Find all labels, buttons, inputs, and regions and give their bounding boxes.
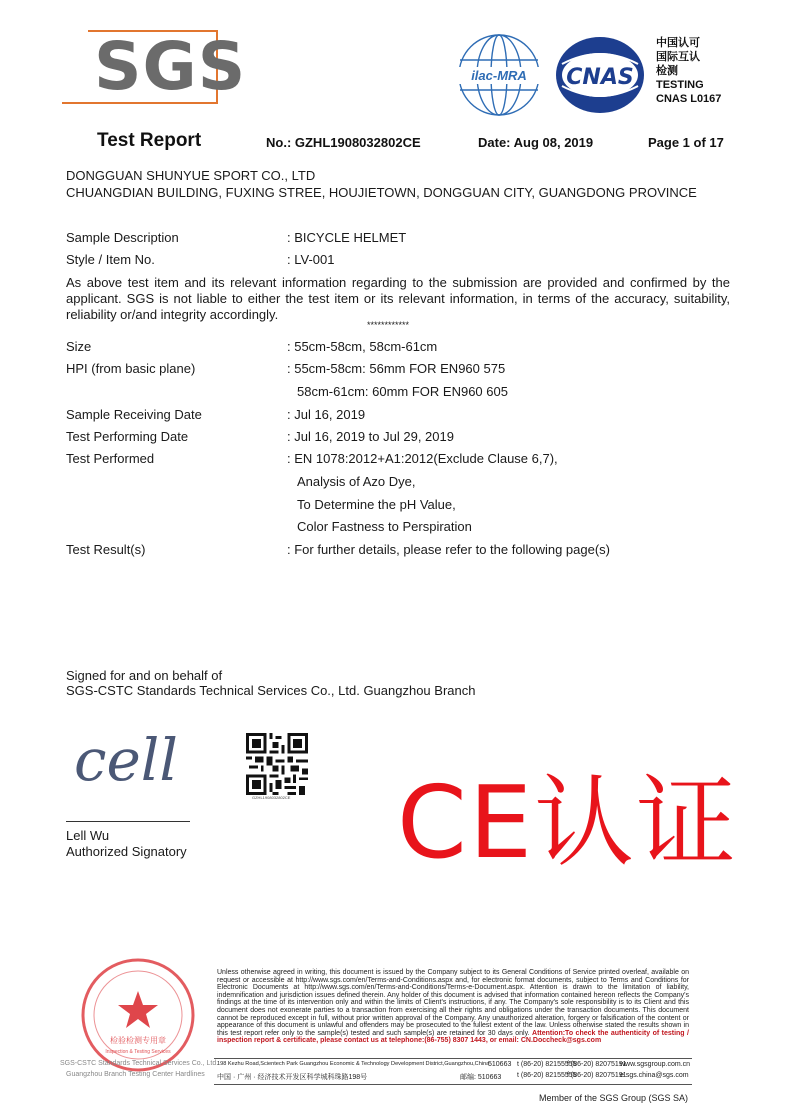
stamp-star-icon: [118, 991, 158, 1028]
signature-strokes: cell: [74, 726, 178, 792]
qr-code: [246, 733, 308, 795]
test-performed-label: Test Performed: [66, 451, 155, 466]
test-result-label: Test Result(s): [66, 542, 146, 557]
cnas-cn-line-3: 检测: [656, 65, 678, 77]
disclaimer-paragraph: As above test item and its relevant information regarding to the submission are provided and confirmed by the applicant. SGS is not liable to either the test item or its relevant information, in terms of the accuracy, suitability, reliability or/and integrity accordingly.: [66, 275, 730, 322]
size-value: : 55cm-58cm, 58cm-61cm: [287, 339, 438, 354]
report-date: Date: Aug 08, 2019: [478, 135, 594, 150]
sample-description-value: : BICYCLE HELMET: [287, 230, 407, 245]
signatory-title: Authorized Signatory: [66, 844, 187, 859]
test-result-value: : For further details, please refer to the following page(s): [287, 542, 610, 557]
cnas-en-line-1: TESTING: [656, 79, 704, 91]
test-performed-value-3: To Determine the pH Value,: [297, 497, 456, 512]
stamp-text-cn: 检验检测专用章: [110, 1036, 166, 1045]
footer-postcode-cn: 邮编: 510663: [460, 1074, 502, 1081]
style-item-value: : LV-001: [287, 252, 335, 267]
receiving-date-label: Sample Receiving Date: [66, 407, 202, 422]
footer-web-en: www.sgsgroup.com.cn: [620, 1061, 691, 1068]
receiving-date-value: : Jul 16, 2019: [287, 407, 366, 422]
stamp-caption-1: SGS-CSTC Standards Technical Services Co., Ltd.: [60, 1060, 219, 1067]
cnas-cn-line-1: 中国认可: [656, 37, 700, 49]
footer-tel-cn: t (86-20) 82155555: [517, 1072, 577, 1079]
style-item-label: Style / Item No.: [66, 252, 155, 267]
cnas-accreditation-text: [656, 36, 721, 106]
footer-tel-en: t (86-20) 82155555: [517, 1061, 577, 1068]
report-title: Test Report: [97, 130, 202, 151]
signature-line: [66, 821, 190, 822]
footer-fax-cn: f (86-20) 82075191: [567, 1072, 627, 1079]
qr-caption: GZHL1908032802CE: [252, 795, 291, 800]
ilac-mra-logo: [456, 32, 542, 118]
test-performed-value-4: Color Fastness to Perspiration: [297, 519, 472, 534]
cnas-logo: [554, 34, 646, 116]
cnas-text: CNAS: [566, 65, 634, 90]
performing-date-label: Test Performing Date: [66, 429, 189, 444]
signatory-name: Lell Wu: [66, 828, 110, 843]
signing-company: SGS-CSTC Standards Technical Services Co., Ltd. Guangzhou Branch: [66, 683, 476, 698]
inspection-seal-stamp: [78, 955, 198, 1075]
ce-certification-mark: CE认证: [397, 764, 739, 881]
cnas-en-line-2: CNAS L0167: [656, 93, 722, 105]
footer-address-en: 198 Kezhu Road,Scientech Park Guangzhou Economic & Technology Development District,Guangzhou,China: [217, 1061, 490, 1067]
hpi-value-1: : 55cm-58cm: 56mm FOR EN960 575: [287, 361, 506, 376]
hpi-label: HPI (from basic plane): [66, 361, 196, 376]
applicant-address: CHUANGDIAN BUILDING, FUXING STREE, HOUJIETOWN, DONGGUAN CITY, GUANGDONG PROVINCE: [66, 185, 697, 200]
signed-on-behalf: Signed for and on behalf of: [66, 668, 223, 683]
terms-fine-print: [217, 969, 689, 1045]
report-number: No.: GZHL1908032802CE: [266, 135, 421, 150]
sgs-logo-text: SGS: [94, 28, 247, 105]
separator-stars: ************: [367, 320, 410, 330]
size-label: Size: [66, 339, 92, 354]
sample-description-label: Sample Description: [66, 230, 179, 245]
test-performed-value-2: Analysis of Azo Dye,: [297, 474, 416, 489]
footer-address-cn: 中国 · 广州 · 经济技术开发区科学城科珠路198号: [217, 1074, 368, 1081]
hpi-value-2: 58cm-61cm: 60mm FOR EN960 605: [297, 384, 508, 399]
performing-date-value: : Jul 16, 2019 to Jul 29, 2019: [287, 429, 454, 444]
stamp-caption-2: Guangzhou Branch Testing Center Hardlines: [66, 1071, 205, 1078]
applicant-company: DONGGUAN SHUNYUE SPORT CO., LTD: [66, 168, 316, 183]
stamp-text-en: Inspection & Testing Services: [105, 1049, 171, 1055]
footer-divider-1: [214, 1058, 692, 1059]
report-page: Page 1 of 17: [648, 135, 724, 150]
footer-divider-2: [214, 1084, 692, 1085]
footer-postcode-en: 510663: [488, 1061, 512, 1068]
authenticity-notice: Attention:To check the authenticity of testing / inspection report & certificate, please contact us at telephone:(86-755) 8307 1443, or email: CN.Doccheck@sgs.com: [217, 1029, 689, 1045]
handwritten-signature: [68, 712, 218, 792]
terms-fine-print-body: Unless otherwise agreed in writing, this document is issued by the Company subject to its General Conditions of Service printed overleaf, available on request or accessible at http://www.sgs.com/en/Terms-and-Conditions.aspx and, for electronic format documents, subject to Terms and Conditions for Electronic Documents at http://www.sgs.com/en/Terms-and-Conditions/Terms-e-Document.aspx. Attention is drawn to the limitation of liability, indemnification and jurisdiction issues defined therein. Any holder of this document is advised that information contained hereon reflects the Company's findings at the time of its intervention only and within the limits of Client's instructions, if any. The Company's sole responsibility is to its Client and this document does not exonerate parties to a transaction from exercising all their rights and obligations under the transaction documents. This document cannot be reproduced except in full, without prior written approval of the Company. Any unauthorized alteration, forgery or falsification of the content or appearance of this document is unlawful and offenders may be prosecuted to the fullest extent of the law. Unless otherwise stated the results shown in this test report refer only to the sample(s) tested and such sample(s) are retained for 30 days only.: [217, 969, 689, 1037]
footer-email-cn: e sgs.china@sgs.com: [620, 1072, 689, 1079]
sgs-group-member: Member of the SGS Group (SGS SA): [539, 1093, 689, 1103]
test-performed-value-1: : EN 1078:2012+A1:2012(Exclude Clause 6,7),: [287, 451, 558, 466]
footer-fax-en: f (86-20) 82075191: [567, 1061, 627, 1068]
cnas-cn-line-2: 国际互认: [656, 51, 700, 63]
ilac-text: ilac-MRA: [471, 68, 527, 83]
